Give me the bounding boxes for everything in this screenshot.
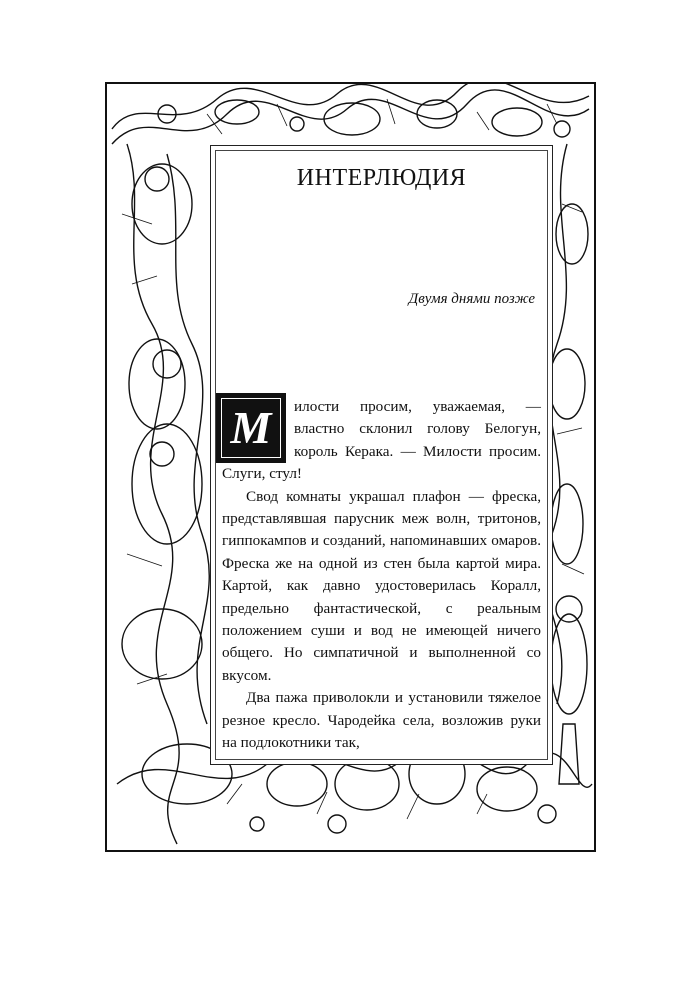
body-text: [222, 396, 541, 755]
epigraph: Двумя днями позже: [408, 291, 535, 307]
paragraph-1: [222, 396, 541, 486]
dropcap-letter: М: [221, 398, 281, 458]
text-panel: [210, 145, 553, 765]
paragraph-2: Свод комнаты украшал плафон — фреска, представлявшая парусник меж волн, тритонов, гиппокампов и созданий, напоминавших омаров. Фреска же на одной из стен была картой мира. Картой, как давно удостоверилась Коралл, предельно фантастической, с реальным положением суши и вод не имеющей ничего общего. Но симпатичной и выполненной со вкусом.: [222, 487, 541, 684]
dropcap: [216, 393, 286, 463]
text-panel-inner-rule: [215, 150, 548, 760]
paragraph-1-text: илости просим, уважаемая, — властно склонил голову Белогун, король Керака. — Милости просим. Слуги, стул!: [222, 398, 541, 483]
paragraph-3: Два пажа приволокли и установили тяжелое резное кресло. Чародейка села, возложив руки на подлокотники так,: [222, 689, 541, 752]
chapter-title: ИНТЕРЛЮДИЯ: [296, 165, 467, 191]
